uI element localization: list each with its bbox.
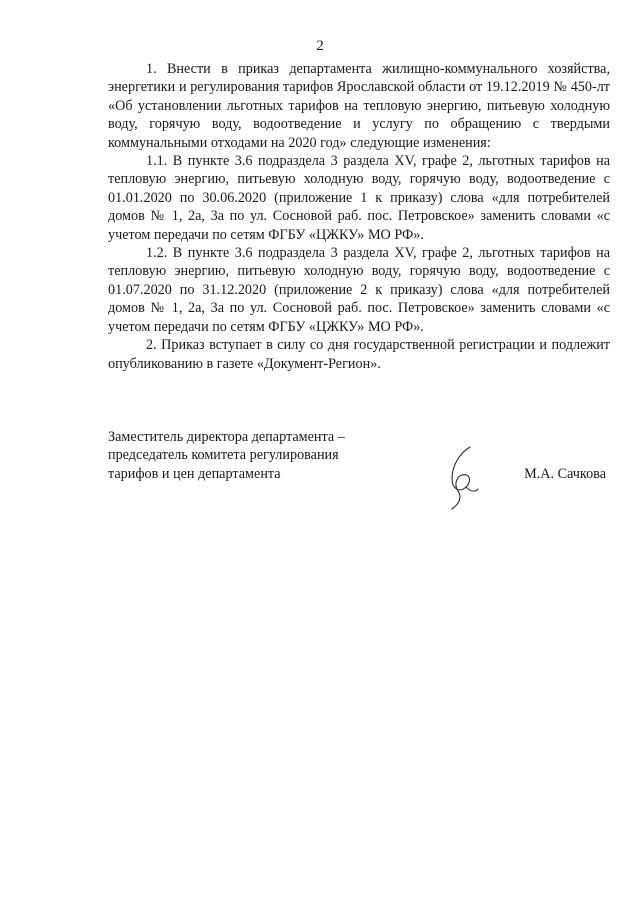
page-number: 2 — [316, 38, 324, 54]
paragraph-1-1: 1.1. В пункте 3.6 подраздела 3 раздела XV, графе 2, льготных тарифов на тепловую энергию, питьевую холодную воду, горячую воду, водоотведение с 01.01.2020 по 30.06.2020 (приложение 1 к приказу) слова «для потребителей домов № 1, 2а, 3а по ул. Сосновой раб. пос. Петровское» заменить словами «с учетом передачи по сетям ФГБУ «ЦЖКУ» МО РФ». — [108, 153, 610, 243]
document-body — [108, 60, 610, 373]
paragraph-1: 1. Внести в приказ департамента жилищно-коммунального хозяйства, энергетики и регулирования тарифов Ярославской области от 19.12.2019 № 450-лт «Об установлении льготных тарифов на тепловую энергию, питьевую холодную воду, горячую воду, водоотведение и услугу по обращению с твердыми коммунальными отходами на 2020 год» следующие изменения: — [108, 61, 610, 151]
signatory-position-line-1: Заместитель директора департамента – — [108, 429, 345, 445]
paragraph-1-2: 1.2. В пункте 3.6 подраздела 3 раздела XV, графе 2, льготных тарифов на тепловую энергию, питьевую холодную воду, горячую воду, водоотведение с 01.07.2020 по 31.12.2020 (приложение 2 к приказу) слова «для потребителей домов № 1, 2а, 3а по ул. Сосновой раб. пос. Петровское» заменить словами «с учетом передачи по сетям ФГБУ «ЦЖКУ» МО РФ». — [108, 245, 610, 335]
signatory-name: М.А. Сачкова — [524, 465, 606, 482]
signatory-position-line-3: тарифов и цен департамента — [108, 465, 281, 482]
signature-block — [108, 428, 618, 483]
paragraph-2: 2. Приказ вступает в силу со дня государственной регистрации и подлежит опубликованию в газете «Документ-Регион». — [108, 337, 610, 372]
handwritten-signature-icon — [440, 443, 490, 515]
signatory-position-line-2: председатель комитета регулирования — [108, 447, 339, 464]
